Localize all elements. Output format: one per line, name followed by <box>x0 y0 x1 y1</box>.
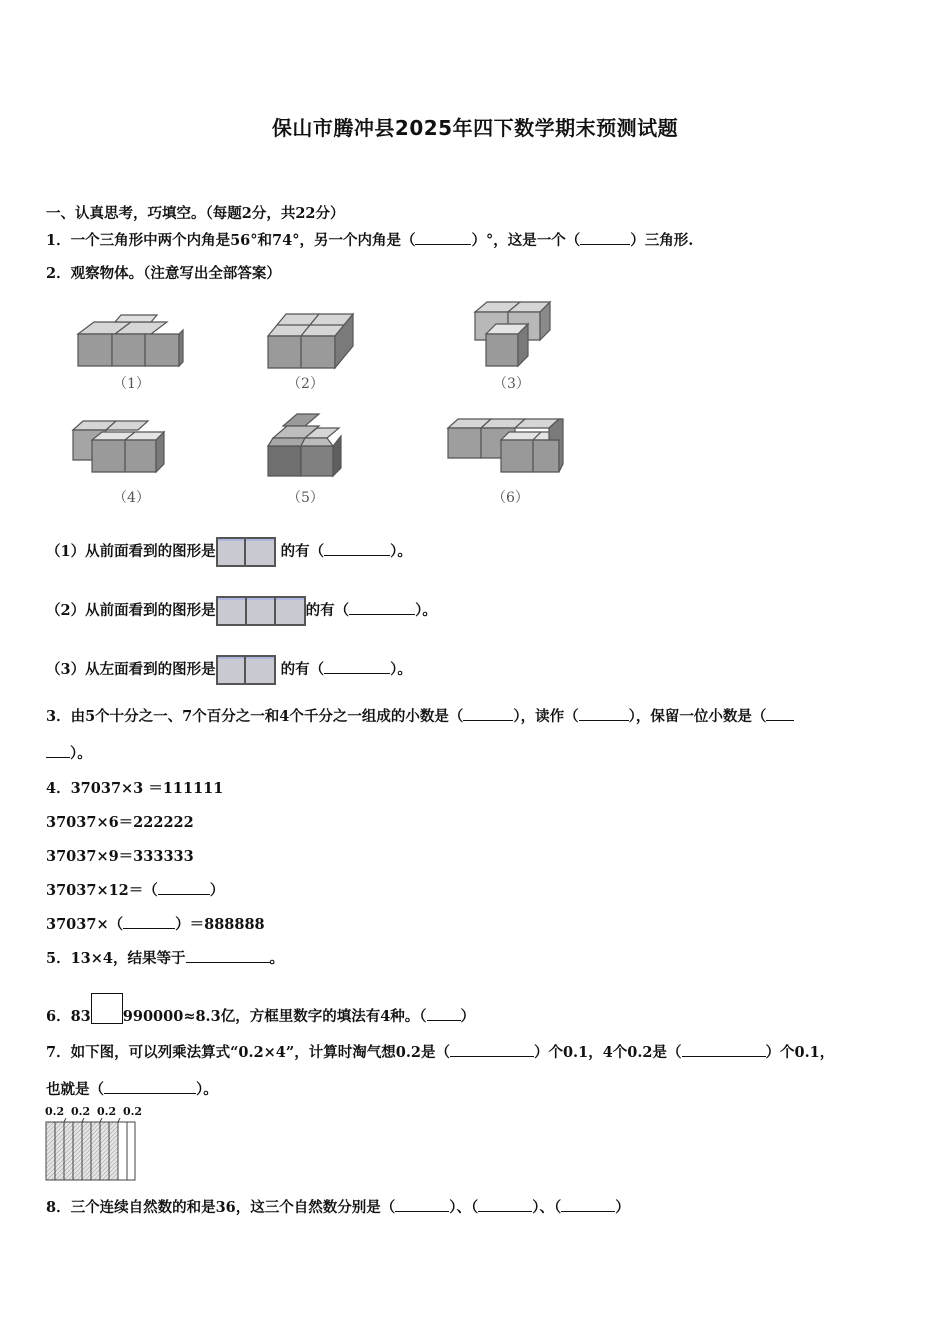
question-5 <box>46 947 284 968</box>
q8-text-b: ）、（ <box>449 1199 479 1216</box>
question-2-sub-1 <box>46 537 412 567</box>
q2-sub1-text-c: ）。 <box>390 543 412 560</box>
q4-blank-2[interactable] <box>123 914 175 929</box>
q2-sub3-text-a: （3）从左面看到的图形是 <box>46 661 216 678</box>
q3-text-d: ）。 <box>70 745 92 762</box>
q4-line5-text-b: ）＝888888 <box>175 916 265 933</box>
question-1 <box>46 229 693 250</box>
cube-figure-6 <box>445 416 567 476</box>
q1-text-b: ）°，这是一个（ <box>471 232 581 249</box>
digit-square-box[interactable] <box>91 993 123 1024</box>
question-4-line-1: 4．37037×3 ＝111111 <box>46 780 224 797</box>
question-3 <box>46 705 794 726</box>
q3-blank-2[interactable] <box>579 706 629 721</box>
question-2-sub-3 <box>46 655 412 685</box>
q8-text-c: ）、（ <box>532 1199 562 1216</box>
question-4-line-3: 37037×9＝333333 <box>46 848 194 865</box>
q3-text-a: 3．由5个十分之一、7个百分之一和4个千分之一组成的小数是（ <box>46 708 464 725</box>
q3-text-c: ），保留一位小数是（ <box>628 708 767 725</box>
q4-blank-1[interactable] <box>158 880 210 895</box>
question-2-sub-2 <box>46 596 437 626</box>
cube-label-6: （6） <box>492 490 529 506</box>
q6-text-a: 6．83 <box>46 1008 91 1025</box>
q2-sub2-text-a: （2）从前面看到的图形是 <box>46 602 216 619</box>
q8-blank-3[interactable] <box>561 1197 615 1212</box>
cube-label-2: （2） <box>287 376 324 392</box>
q2-sub2-text-c: ）。 <box>415 602 437 619</box>
q1-text-c: ）三角形. <box>630 232 694 249</box>
strip-label: 0.2 <box>96 1105 117 1118</box>
front-view-three-squares <box>216 596 306 626</box>
question-3-cont <box>46 742 92 763</box>
strip-label: 0.2 <box>70 1105 91 1118</box>
q1-blank-1[interactable] <box>415 230 471 245</box>
q3-blank-3a[interactable] <box>766 706 794 721</box>
tenths-strip-diagram <box>45 1118 137 1182</box>
cube-figure-3 <box>472 300 554 370</box>
q3-text-b: ），读作（ <box>513 708 579 725</box>
question-4-line-2: 37037×6＝222222 <box>46 814 194 831</box>
question-7 <box>46 1041 834 1062</box>
q3-blank-3b[interactable] <box>46 743 70 758</box>
q4-line4-text-a: 37037×12＝（ <box>46 882 158 899</box>
q8-blank-2[interactable] <box>478 1197 532 1212</box>
section-heading: 一、认真思考，巧填空。（每题2分，共22分） <box>46 205 345 222</box>
q1-blank-2[interactable] <box>580 230 630 245</box>
strip-label: 0.2 <box>45 1105 65 1118</box>
q8-blank-1[interactable] <box>395 1197 449 1212</box>
question-2: 2．观察物体。（注意写出全部答案） <box>46 265 281 282</box>
q7-text-a: 7．如下图，可以列乘法算式“0.2×4”，计算时淘气想0.2是（ <box>46 1044 450 1061</box>
q8-text-d: ） <box>615 1199 630 1216</box>
q6-text-b: 990000≈8.3亿，方框里数字的填法有4种。（ <box>122 1008 427 1025</box>
q1-text-a: 1．一个三角形中两个内角是56°和74°，另一个内角是（ <box>46 232 416 249</box>
front-view-two-squares <box>216 537 276 567</box>
q6-text-c: ） <box>460 1008 476 1025</box>
question-6 <box>46 993 475 1026</box>
q7-blank-1[interactable] <box>450 1042 534 1057</box>
q2-sub3-blank[interactable] <box>324 659 390 674</box>
q2-sub1-text-a: （1）从前面看到的图形是 <box>46 543 216 560</box>
cube-label-3: （3） <box>493 376 530 392</box>
page-title: 保山市腾冲县2025年四下数学期末预测试题 <box>271 116 679 140</box>
q5-text-b: 。 <box>269 950 285 967</box>
left-view-two-squares <box>216 655 276 685</box>
cube-label-5: （5） <box>287 490 324 506</box>
q7-text-c: ）个0.1， <box>765 1044 835 1061</box>
q2-sub3-text-c: ）。 <box>390 661 412 678</box>
q8-text-a: 8．三个连续自然数的和是36，这三个自然数分别是（ <box>46 1199 396 1216</box>
q4-line5-text-a: 37037×（ <box>46 916 124 933</box>
q2-sub2-text-b: 的有（ <box>305 602 350 619</box>
q6-blank[interactable] <box>427 1006 461 1021</box>
q5-blank[interactable] <box>186 948 270 963</box>
cube-figure-5 <box>265 412 347 480</box>
cube-label-1: （1） <box>113 376 150 392</box>
q2-sub2-blank[interactable] <box>349 600 415 615</box>
cube-figure-2 <box>265 308 360 370</box>
q7-text-e: ）。 <box>196 1081 218 1098</box>
question-7-cont <box>46 1078 218 1099</box>
q2-sub1-blank[interactable] <box>324 541 390 556</box>
cube-figure-1 <box>75 312 185 370</box>
q2-sub3-text-b: 的有（ <box>280 661 325 678</box>
cube-figure-4 <box>70 418 168 476</box>
q5-text-a: 5．13×4，结果等于 <box>46 950 186 967</box>
q7-blank-2[interactable] <box>682 1042 766 1057</box>
q3-blank-1[interactable] <box>463 706 513 721</box>
question-4-line-5 <box>46 913 265 934</box>
q7-text-b: ）个0.1，4个0.2是（ <box>533 1044 682 1061</box>
q4-line4-text-b: ） <box>209 882 225 899</box>
q2-sub1-text-b: 的有（ <box>280 543 325 560</box>
strip-label: 0.2 <box>122 1105 143 1118</box>
strip-labels <box>45 1105 145 1118</box>
question-8 <box>46 1196 630 1217</box>
q7-text-d: 也就是（ <box>46 1081 104 1098</box>
cube-label-4: （4） <box>113 490 150 506</box>
q7-blank-3[interactable] <box>104 1079 196 1094</box>
question-4-line-4 <box>46 879 224 900</box>
